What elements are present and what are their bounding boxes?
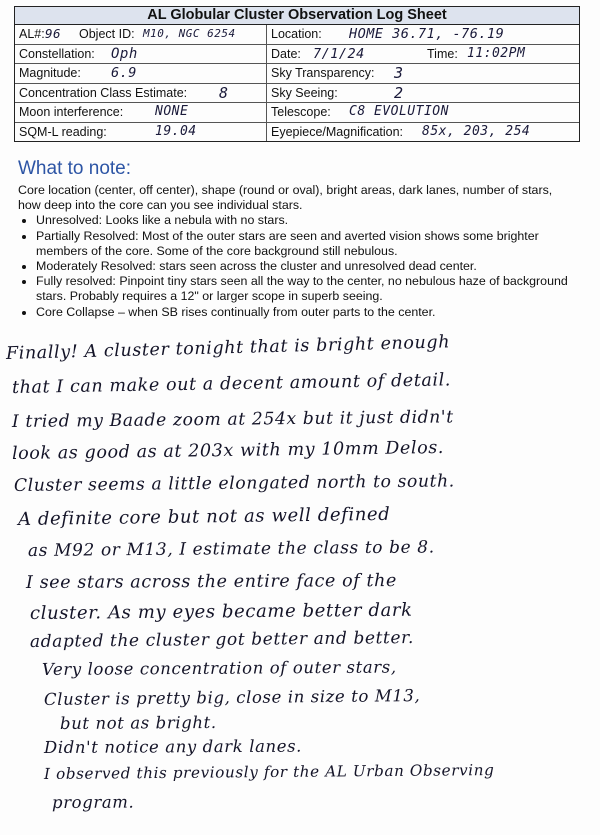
sqm-label: SQM-L reading: — [19, 124, 107, 139]
observation-line: Cluster seems a little elongated north to south. — [13, 471, 455, 496]
telescope-cell — [267, 103, 579, 122]
moon-cell — [15, 103, 267, 122]
date-value: 7/1/24 — [313, 45, 365, 62]
eyepiece-value: 85x, 203, 254 — [422, 123, 531, 139]
observation-line: program. — [51, 792, 135, 812]
date-time-cell — [267, 45, 579, 64]
object-label: Object ID: — [79, 27, 135, 41]
concentration-cell — [15, 84, 267, 103]
sqm-value: 19.04 — [155, 123, 197, 139]
time-label: Time: — [427, 46, 458, 61]
notes-intro: Core location (center, off center), shape (round or oval), bright areas, dark lanes, number of stars, how deep into the core can you see individual stars. — [18, 183, 553, 213]
date-label: Date: — [271, 46, 301, 61]
notes-bullet: • Moderately Resolved: stars seen across the cluster and unresolved dead center. — [36, 259, 578, 274]
form-row-1 — [15, 25, 579, 45]
form-row-5 — [15, 103, 579, 123]
observation-line: that I can make out a decent amount of detail. — [11, 370, 452, 398]
log-sheet-form — [14, 6, 580, 142]
observation-line: cluster. As my eyes became better dark — [29, 599, 413, 624]
constellation-label: Constellation: — [19, 46, 95, 61]
notes-bullet: • Core Collapse – when SB rises continually from outer parts to the center. — [36, 305, 578, 320]
observation-line: as M92 or M13, I estimate the class to be 8. — [27, 537, 435, 561]
location-value: HOME 36.71, -76.19 — [349, 26, 505, 42]
transparency-cell — [267, 64, 579, 83]
transparency-value: 3 — [394, 64, 404, 82]
form-row-2 — [15, 45, 579, 65]
eyepiece-cell — [267, 123, 579, 142]
location-cell — [267, 25, 579, 44]
notes-bullet: • Unresolved: Looks like a nebula with no stars. — [36, 213, 578, 228]
concentration-value: 8 — [219, 83, 229, 102]
observation-line: Very loose concentration of outer stars, — [41, 657, 397, 679]
moon-label: Moon interference: — [19, 105, 124, 119]
observation-line: Finally! A cluster tonight that is bright enough — [5, 332, 451, 364]
sheet-title: AL Globular Cluster Observation Log Sheet — [15, 7, 579, 25]
transparency-label: Sky Transparency: — [271, 66, 375, 80]
notes-bullet: • Partially Resolved: Most of the outer stars are seen and averted vision shows some brighter members of the core. Some of the core background still nebulous. — [36, 229, 578, 259]
constellation-value: Oph — [111, 45, 138, 62]
observation-line: adapted the cluster got better and better. — [29, 627, 415, 652]
location-label: Location: — [271, 27, 322, 41]
form-row-4 — [15, 84, 579, 104]
seeing-label: Sky Seeing: — [271, 85, 338, 100]
magnitude-value: 6.9 — [111, 65, 137, 81]
what-to-note-heading: What to note: — [18, 158, 132, 179]
time-value: 11:02PM — [467, 45, 526, 61]
moon-value: NONE — [155, 104, 189, 119]
seeing-value: 2 — [394, 83, 404, 102]
form-row-6 — [15, 123, 579, 142]
notes-bullet-list — [18, 213, 578, 319]
telescope-value: C8 EVOLUTION — [349, 104, 449, 119]
observation-line: I observed this previously for the AL Urban Observing — [43, 761, 495, 783]
al-value: 96 — [45, 26, 62, 41]
observation-line: look as good as at 203x with my 10mm Delos. — [11, 437, 445, 464]
magnitude-cell — [15, 64, 267, 83]
seeing-cell — [267, 84, 579, 103]
observation-line: Didn't notice any dark lanes. — [43, 736, 303, 757]
object-value: M10, NGC 6254 — [143, 27, 236, 40]
notes-bullet: • Fully resolved: Pinpoint tiny stars seen all the way to the center, no nebulous haze of background stars. Probably requires a 12" or larger scope in superb seeing. — [36, 274, 578, 304]
eyepiece-label: Eyepiece/Magnification: — [271, 124, 404, 139]
concentration-label: Concentration Class Estimate: — [19, 85, 188, 100]
al-object-cell — [15, 25, 267, 44]
constellation-cell — [15, 45, 267, 64]
observation-line: A definite core but not as well defined — [17, 503, 391, 530]
magnitude-label: Magnitude: — [19, 66, 81, 80]
observation-line: but not as bright. — [59, 712, 217, 733]
observation-line: I tried my Baade zoom at 254x but it just didn't — [11, 407, 454, 432]
sqm-cell — [15, 123, 267, 142]
notes-section — [18, 183, 578, 320]
observation-line: Cluster is pretty big, close in size to M13, — [43, 686, 421, 709]
form-row-3 — [15, 64, 579, 84]
observation-line: I see stars across the entire face of the — [25, 571, 398, 593]
al-label: AL#: — [19, 27, 45, 41]
telescope-label: Telescope: — [271, 105, 331, 119]
